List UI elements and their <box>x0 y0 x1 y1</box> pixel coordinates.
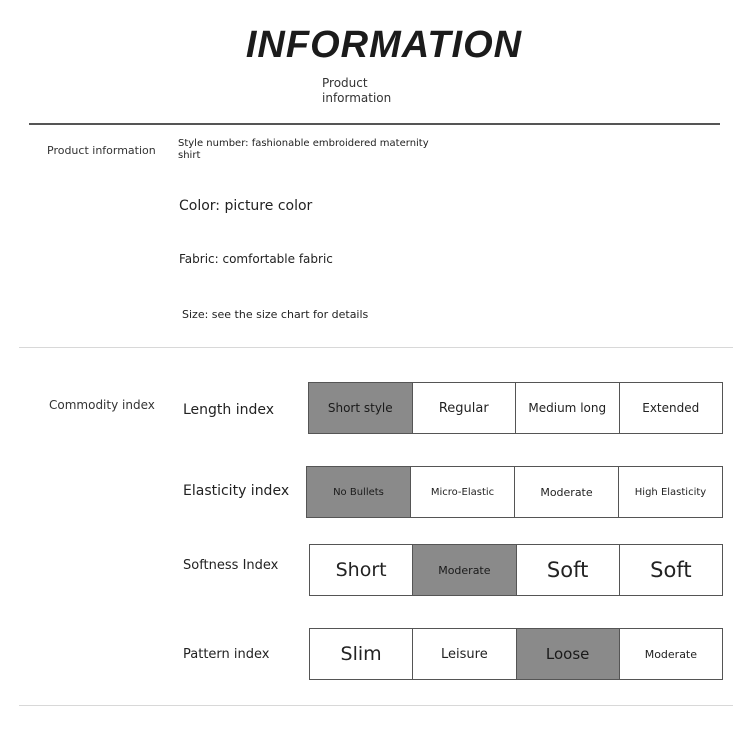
length-index-grid <box>308 382 723 434</box>
pattern-option-cell: Leisure <box>412 629 515 679</box>
commodity-section-label: Commodity index <box>49 398 155 412</box>
elasticity-index-label: Elasticity index <box>183 483 290 499</box>
length-option-cell: Short style <box>309 383 412 433</box>
section-divider <box>19 347 733 348</box>
elasticity-option-cell: Moderate <box>514 467 618 517</box>
color-text: Color: picture color <box>179 198 313 214</box>
softness-option-cell: Moderate <box>412 545 515 595</box>
length-index-label: Length index <box>183 402 275 418</box>
length-option-cell: Extended <box>619 383 723 433</box>
softness-index-label: Softness Index <box>183 558 279 573</box>
elasticity-option-cell: Micro-Elastic <box>410 467 514 517</box>
footer-divider <box>19 705 733 706</box>
size-text: Size: see the size chart for details <box>182 308 369 321</box>
page-subtitle: Product information <box>322 76 392 105</box>
length-option-cell: Regular <box>412 383 516 433</box>
pattern-index-label: Pattern index <box>183 647 270 662</box>
pattern-option-cell: Moderate <box>619 629 722 679</box>
header-divider <box>29 123 720 125</box>
softness-option-cell: Soft <box>516 545 619 595</box>
elasticity-index-grid <box>306 466 723 518</box>
length-option-cell: Medium long <box>515 383 619 433</box>
fabric-text: Fabric: comfortable fabric <box>179 252 333 266</box>
style-number-text: Style number: fashionable embroidered maternity shirt <box>178 138 429 161</box>
page-title: INFORMATION <box>245 24 523 66</box>
pattern-option-cell: Slim <box>310 629 412 679</box>
product-section-label: Product information <box>47 144 156 157</box>
softness-option-cell: Soft <box>619 545 722 595</box>
pattern-index-grid <box>309 628 723 680</box>
pattern-option-cell: Loose <box>516 629 619 679</box>
softness-index-grid <box>309 544 723 596</box>
elasticity-option-cell: No Bullets <box>307 467 410 517</box>
elasticity-option-cell: High Elasticity <box>618 467 722 517</box>
softness-option-cell: Short <box>310 545 412 595</box>
